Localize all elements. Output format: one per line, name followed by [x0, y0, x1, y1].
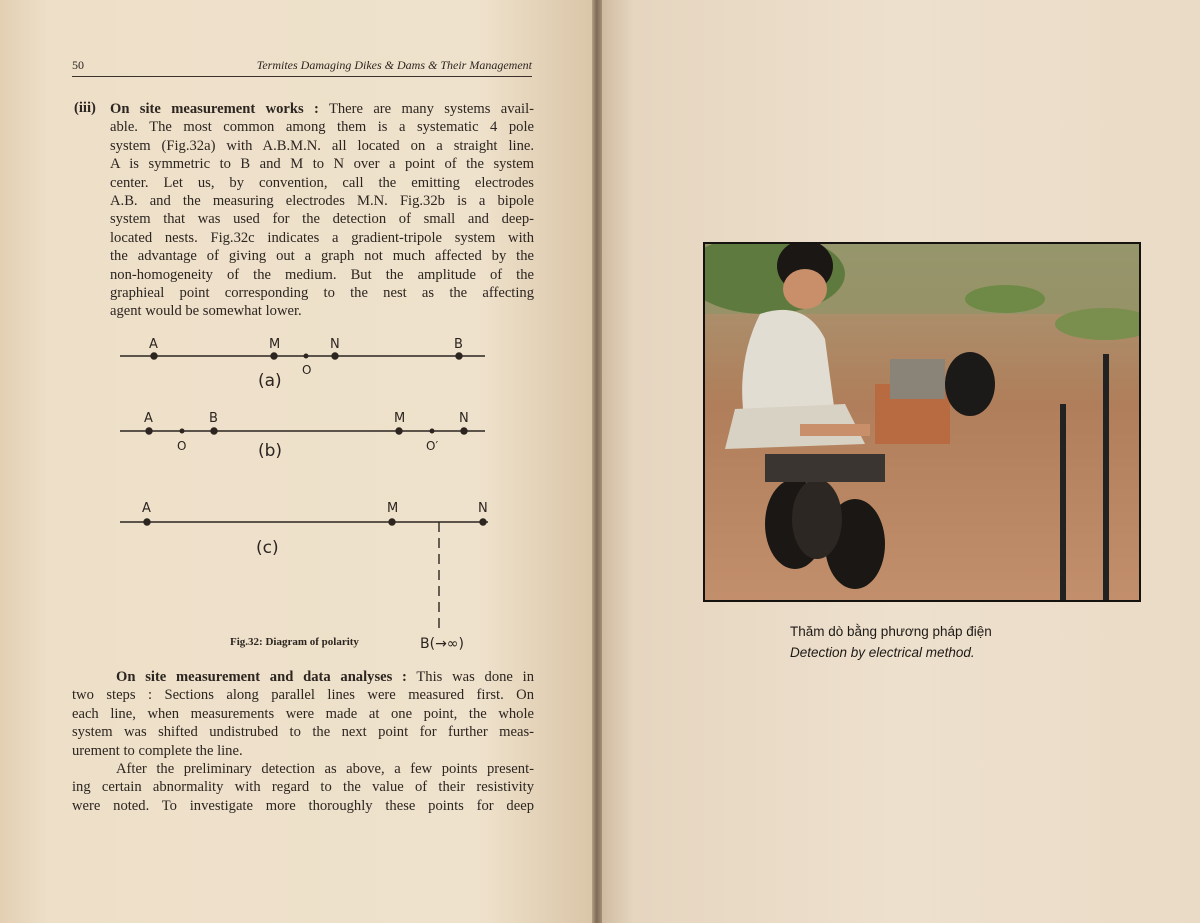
section-line: the advantage of giving out a graph not much affected by the	[110, 248, 534, 265]
electrode-a-B	[456, 353, 462, 359]
analysis-line: each line, when measurements were made at one point, the whole	[72, 705, 534, 722]
section-line: system (Fig.32a) with A.B.M.N. all located on a straight line.	[110, 137, 534, 154]
photo-caption-english: Detection by electrical method.	[790, 645, 975, 660]
center-b-1	[180, 429, 184, 433]
electrode-c-A	[144, 519, 150, 525]
electrode-c-M	[389, 519, 395, 525]
polarity-diagram	[100, 330, 560, 660]
electrode-b-B	[211, 428, 217, 434]
photo-caption-vietnamese: Thăm dò bằng phương pháp điện	[790, 624, 992, 639]
label-b-N: N	[459, 411, 469, 426]
label-a-B: B	[454, 337, 463, 352]
book-spine	[592, 0, 602, 923]
closing-line: After the preliminary detection as above, a few points present-	[116, 761, 534, 777]
label-diagram-a: (a)	[258, 371, 282, 391]
label-c-remote: B(→∞)	[420, 636, 464, 652]
electrode-b-M	[396, 428, 402, 434]
page-number: 50	[72, 58, 84, 72]
electrode-c-N	[480, 519, 486, 525]
item-marker: (iii)	[74, 100, 96, 116]
analysis-line: two steps : Sections along parallel lines were measured first. On	[72, 687, 534, 704]
section-line: non-homogeneity of the medium. But the amplitude of the	[110, 266, 534, 283]
label-a-N: N	[330, 337, 340, 352]
field-photo-image	[705, 244, 1139, 600]
section-line: A.B. and the measuring electrodes M.N. Fig.32b is a bipole	[110, 193, 534, 210]
section-line: able. The most common among them is a systematic 4 pole	[110, 119, 534, 136]
electrode-a-M	[271, 353, 277, 359]
label-diagram-c: (c)	[256, 538, 279, 558]
running-header	[72, 58, 532, 73]
label-b-A: A	[144, 411, 153, 426]
closing-line: were noted. To investigate more thoroughly these points for deep	[72, 797, 534, 814]
electrode-a-A	[151, 353, 157, 359]
center-b-2	[430, 429, 434, 433]
running-title: Termites Damaging Dikes & Dams & Their Management	[256, 58, 532, 72]
section-line: system that was used for the detection of small and deep-	[110, 211, 534, 228]
section-line: graphieal point corresponding to the nest as the affecting	[110, 285, 534, 302]
section-line: There are many systems avail-	[328, 101, 534, 117]
electrode-b-A	[146, 428, 152, 434]
label-b-B: B	[209, 411, 218, 426]
analysis-paragraph	[72, 668, 534, 760]
section-paragraph	[110, 100, 534, 321]
label-a-M: M	[269, 337, 281, 352]
analysis-line: urement to complete the line.	[72, 742, 243, 759]
label-c-N: N	[478, 501, 488, 516]
label-a-O: O	[302, 363, 312, 377]
section-line: center. Let us, by convention, call the emitting electrodes	[110, 174, 534, 191]
closing-line: ing certain abnormality with regard to the value of their resistivity	[72, 779, 534, 796]
label-diagram-b: (b)	[258, 441, 283, 461]
label-b-O-prime: O′	[426, 439, 439, 453]
analysis-label: On site measurement and data analyses :	[116, 669, 407, 685]
section-line: located nests. Fig.32c indicates a gradient-tripole system with	[110, 229, 534, 246]
header-rule	[72, 76, 532, 77]
figure-caption: Fig.32: Diagram of polarity	[230, 636, 359, 648]
section-line: A is symmetric to B and M to N over a point of the system	[110, 156, 534, 173]
label-b-M: M	[394, 411, 406, 426]
label-a-A: A	[149, 337, 158, 352]
closing-paragraph	[72, 760, 534, 815]
analysis-line: system was shifted undistrubed to the next point for further meas-	[72, 724, 534, 741]
label-b-O: O	[177, 439, 187, 453]
label-c-A: A	[142, 501, 151, 516]
analysis-line: This was done in	[416, 669, 534, 685]
label-c-M: M	[387, 501, 399, 516]
electrode-b-N	[461, 428, 467, 434]
section-line: agent would be somewhat lower.	[110, 303, 302, 320]
field-photo	[703, 242, 1141, 602]
section-label: On site measurement works :	[110, 101, 319, 117]
center-a	[304, 354, 308, 358]
electrode-a-N	[332, 353, 338, 359]
